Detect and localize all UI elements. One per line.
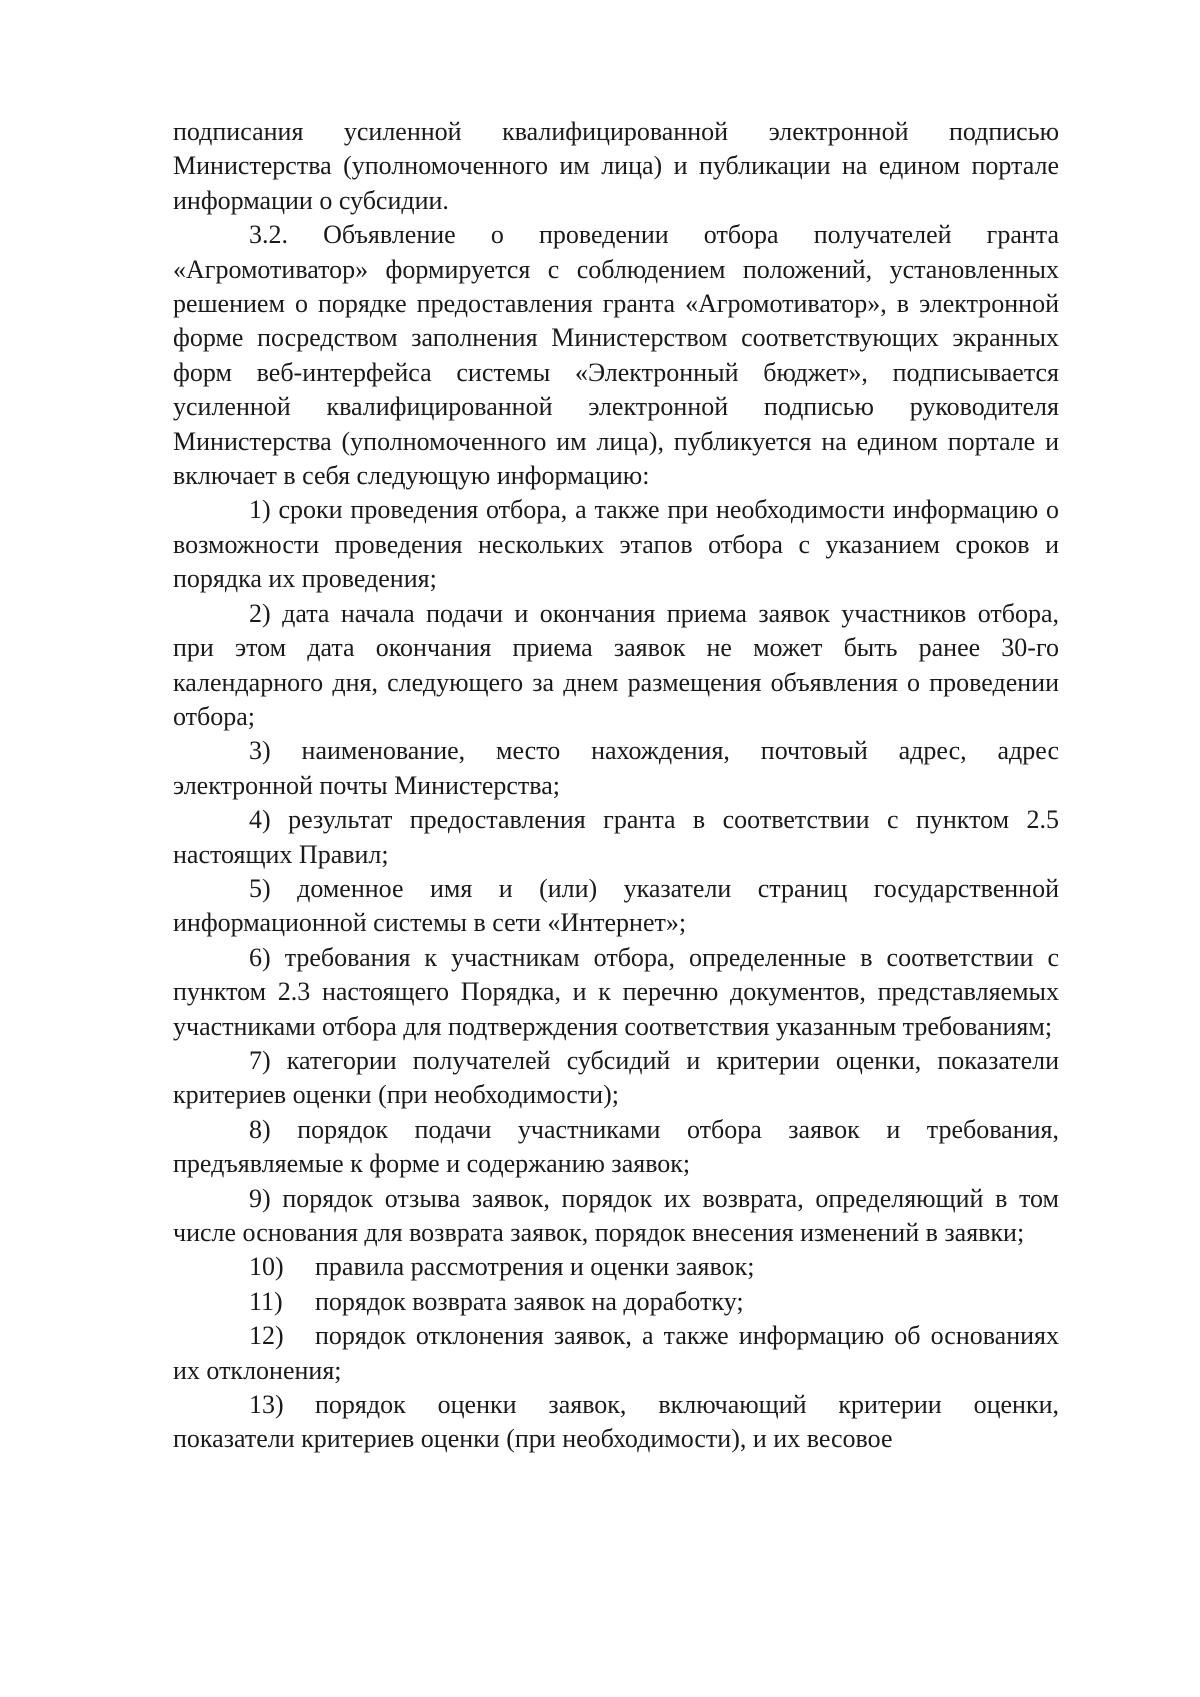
list-item-number: 12) [249, 1321, 284, 1351]
list-item-13 [173, 1388, 1059, 1457]
list-item-number: 3) [249, 736, 271, 766]
list-item-number: 5) [249, 873, 271, 903]
list-item-number: 4) [249, 805, 271, 835]
intro-paragraph: подписания усиленной квалифицированной электронной подписью Министерства (уполномоченного им лица) и публикации на едином портале информации о субсидии. [173, 117, 1059, 215]
list-item-4 [173, 803, 1059, 872]
list-item-12 [173, 1319, 1059, 1388]
list-item-2 [173, 597, 1059, 735]
list-item-number: 9) [249, 1183, 271, 1213]
list-item-number: 1) [249, 495, 271, 525]
list-item-text: категории получателей субсидий и критерии оценки, показатели критериев оценки (при необходимости); [173, 1045, 1059, 1110]
list-item-3 [173, 734, 1059, 803]
list-item-number: 8) [249, 1114, 271, 1144]
list-item-1 [173, 493, 1059, 596]
list-item-text: наименование, место нахождения, почтовый адрес, адрес электронной почты Министерства; [173, 736, 1059, 800]
list-item-text: дата начала подачи и окончания приема заявок участников отбора, при этом дата окончания приема заявок не может быть ранее 30-го календарного дня, следующего за днем размещения объявления о проведении отбора; [173, 598, 1060, 731]
section-number: 3.2. [249, 220, 288, 250]
list-item-5 [173, 872, 1059, 941]
list-item-number: 13) [249, 1390, 284, 1420]
list-item-7 [173, 1044, 1059, 1113]
list-item-11 [173, 1285, 1059, 1319]
list-item-text: порядок оценки заявок, включающий критерии оценки, показатели критериев оценки (при необходимости), и их весовое [173, 1390, 1059, 1454]
list-item-number: 11) [249, 1286, 283, 1316]
list-item-text: сроки проведения отбора, а также при необходимости информацию о возможности проведения нескольких этапов отбора с указанием сроков и порядка их проведения; [173, 495, 1059, 594]
list-item-10 [173, 1250, 1059, 1284]
list-item-text: требования к участникам отбора, определенные в соответствии с пунктом 2.3 настоящего Порядка, и к перечню документов, представляемых участниками отбора для подтверждения соответствия указанным требованиям; [173, 942, 1060, 1041]
list-item-number: 6) [249, 942, 271, 972]
document-text [173, 115, 1059, 1457]
list-item-9 [173, 1182, 1059, 1251]
list-item-number: 10) [249, 1252, 284, 1282]
list-item-text: порядок подачи участниками отбора заявок и требования, предъявляемые к форме и содержанию заявок; [173, 1114, 1059, 1179]
list-item-text: порядок отзыва заявок, порядок их возврата, определяющий в том числе основания для возврата заявок, порядок внесения изменений в заявки; [173, 1183, 1059, 1247]
section-3-2-paragraph [173, 218, 1059, 493]
list-item-6 [173, 941, 1059, 1044]
list-item-text: правила рассмотрения и оценки заявок; [315, 1252, 755, 1282]
list-item-number: 7) [249, 1045, 271, 1075]
section-text: Объявление о проведении отбора получателей гранта «Агромотиватор» формируется с соблюдением положений, установленных решением о порядке предоставления гранта «Агромотиватор», в электронной форме посредством заполнения Министерством соответствующих экранных форм веб-интерфейса системы «Электронный бюджет», подписывается усиленной квалифицированной электронной подписью руководителя Министерства (уполномоченного им лица), публикуется на едином портале и включает в себя следующую информацию: [173, 220, 1059, 491]
list-item-text: порядок отклонения заявок, а также информацию об основаниях их отклонения; [173, 1321, 1059, 1385]
list-item-text: порядок возврата заявок на доработку; [315, 1286, 744, 1316]
list-item-text: доменное имя и (или) указатели страниц государственной информационной системы в сети «Интернет»; [173, 873, 1060, 938]
list-item-8 [173, 1113, 1059, 1182]
list-item-number: 2) [249, 598, 271, 628]
list-item-text: результат предоставления гранта в соответствии с пунктом 2.5 настоящих Правил; [173, 805, 1059, 869]
